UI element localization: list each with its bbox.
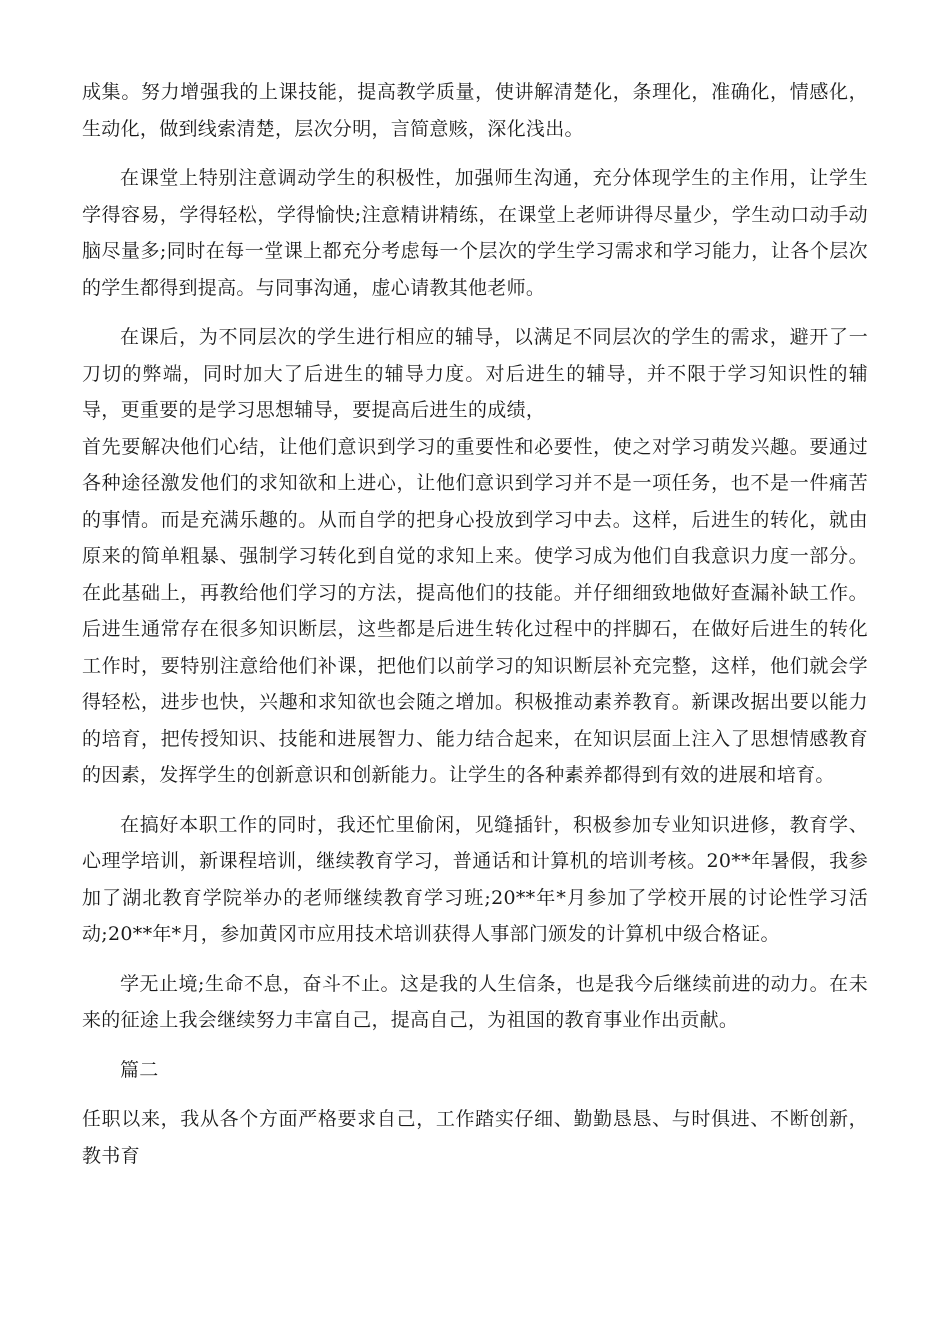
document-body	[82, 74, 868, 1174]
paragraph-section-two: 任职以来，我从各个方面严格要求自己，工作踏实仔细、勤勤恳恳、与时俱进、不断创新，教书育	[82, 1108, 868, 1167]
paragraph-classroom: 在课堂上特别注意调动学生的积极性，加强师生沟通，充分体现学生的主作用，让学生学得容易，学得轻松，学得愉快;注意精讲精练，在课堂上老师讲得尽量少，学生动口动手动脑尽量多;同时在每一堂课上都充分考虑每一个层次的学生学习需求和学习能力，让各个层次的学生都得到提高。与同事沟通，虚心请教其他老师。	[82, 167, 868, 299]
paragraph-after-class: 在课后，为不同层次的学生进行相应的辅导，以满足不同层次的学生的需求，避开了一刀切的弊端，同时加大了后进生的辅导力度。对后进生的辅导，并不限于学习知识性的辅导，更重要的是学习思想辅导，要提高后进生的成绩，	[82, 326, 868, 421]
paragraph-underachievers: 首先要解决他们心结，让他们意识到学习的重要性和必要性，使之对学习萌发兴趣。要通过各种途径激发他们的求知欲和上进心，让他们意识到学习并不是一项任务，也不是一件痛苦的事情。而是充满乐趣的。从而自学的把身心投放到学习中去。这样，后进生的转化，就由原来的简单粗暴、强制学习转化到自觉的求知上来。使学习成为他们自我意识力度一部分。在此基础上，再教给他们学习的方法，提高他们的技能。并仔细细致地做好查漏补缺工作。后进生通常存在很多知识断层，这些都是后进生转化过程中的拌脚石，在做好后进生的转化工作时，要特别注意给他们补课，把他们以前学习的知识断层补充完整，这样，他们就会学得轻松，进步也快，兴趣和求知欲也会随之增加。积极推动素养教育。新课改据出要以能力的培育，把传授知识、技能和进展智力、能力结合起来，在知识层面上注入了思想情感教育的因素，发挥学生的创新意识和创新能力。让学生的各种素养都得到有效的进展和培育。	[82, 435, 868, 786]
paragraph-training: 在搞好本职工作的同时，我还忙里偷闲，见缝插针，积极参加专业知识进修，教育学、心理学培训，新课程培训，继续教育学习，普通话和计算机的培训考核。20**年暑假，我参加了湖北教育学院举办的老师继续教育学习班;20**年*月参加了学校开展的讨论性学习活动;20**年*月，参加黄冈市应用技术培训获得人事部门颁发的计算机中级合格证。	[82, 813, 868, 945]
paragraph-continuation: 成集。努力增强我的上课技能，提高教学质量，使讲解清楚化，条理化，准确化，情感化，生动化，做到线索清楚，层次分明，言简意赅，深化浅出。	[82, 81, 868, 140]
section-heading: 篇二	[120, 1058, 159, 1081]
paragraph-motto: 学无止境;生命不息，奋斗不止。这是我的人生信条，也是我今后继续前进的动力。在未来的征途上我会继续努力丰富自己，提高自己，为祖国的教育事业作出贡献。	[82, 972, 868, 1031]
